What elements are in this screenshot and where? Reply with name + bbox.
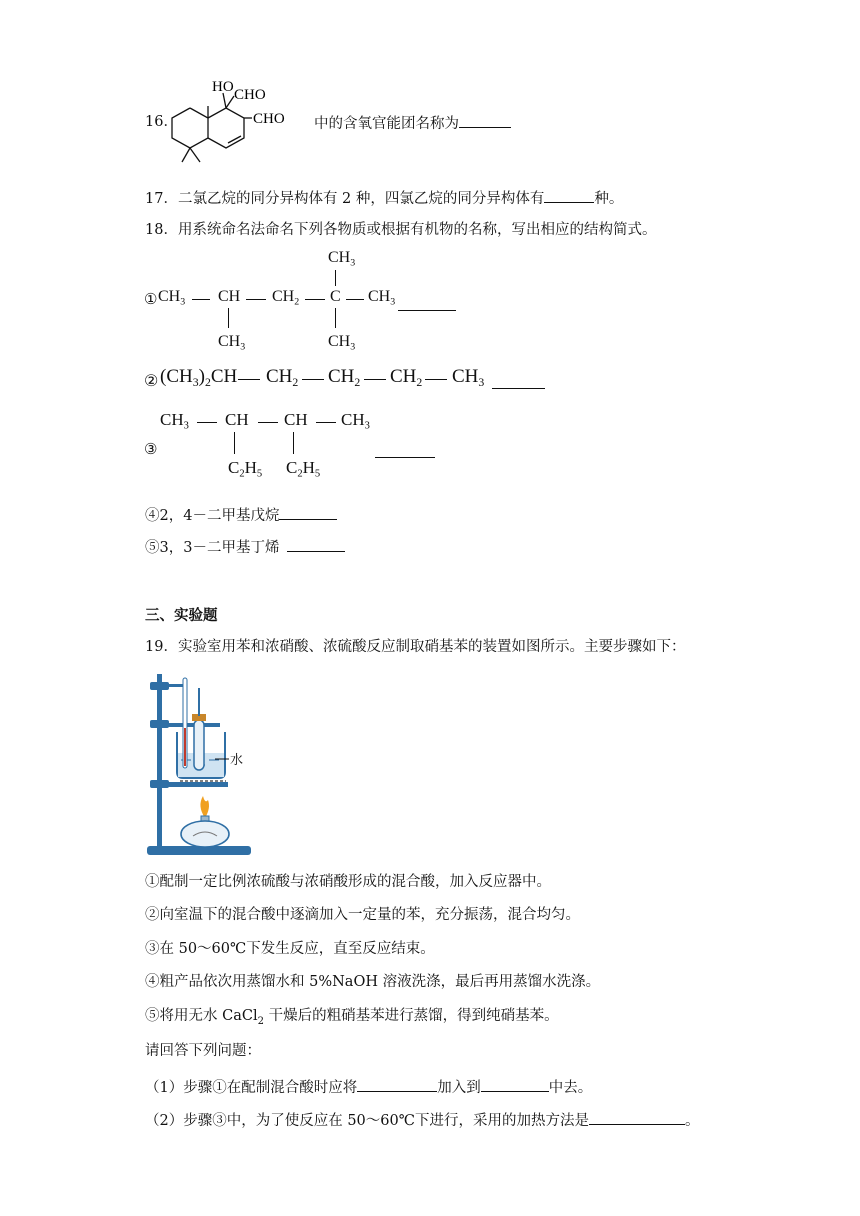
q18-item1-ch: CH (218, 288, 241, 305)
q19-intro: 19．实验室用苯和浓硝酸、浓硫酸反应制取硝基苯的装置如图所示。主要步骤如下： (145, 639, 686, 655)
q18-item3-c2h5-a: $C_2H_5$ (228, 458, 263, 480)
q19-sub1-a: （1）步骤①在配制混合酸时应将 (145, 1080, 358, 1096)
q16-text: 中的含氧官能团名称为 (314, 116, 459, 132)
q16-number: 16． (145, 114, 178, 130)
q16-molecule-diagram (160, 74, 310, 172)
q18-item1-bond-v3 (335, 308, 336, 328)
q19-sub1-b: 加入到 (437, 1080, 481, 1096)
q18-item3-ch-b: CH (284, 410, 308, 429)
q17-text-a: 17．二氯乙烷的同分异构体有 2 种，四氯乙烷的同分异构体有 (145, 191, 545, 207)
q18-item3-answer-blank[interactable] (375, 442, 435, 458)
q18-item2-ch2-c: $CH_2$ (390, 366, 423, 390)
q18-item1-answer-blank[interactable] (398, 295, 456, 311)
q19-sub1 (145, 1076, 592, 1098)
q18-item3-ch-a: CH (225, 410, 249, 429)
q19-step1: ①配制一定比例浓硫酸与浓硝酸形成的混合酸，加入反应器中。 (145, 874, 551, 890)
q18-item1-ch3-c: $CH_3$ (328, 249, 356, 269)
q16-cho-label-1: CHO (234, 87, 266, 103)
q19-sub2-blank[interactable] (589, 1109, 685, 1125)
q18-item3-ch3-a: $CH_3$ (160, 410, 189, 432)
q19-step5-a: ⑤将用无水 CaCl (145, 1008, 258, 1024)
q18-item1-ch3-a: $CH_3$ (158, 288, 186, 308)
q19-apparatus-diagram (145, 668, 255, 860)
q18-item2-ch2-b: $CH_2$ (328, 366, 361, 390)
q18-item1-bond-v1 (228, 308, 229, 328)
q19-step5-b: 干燥后的粗硝基苯进行蒸馏，得到纯硝基苯。 (263, 1008, 559, 1024)
q16-cho-label-2: CHO (253, 111, 285, 127)
q19-step2: ②向室温下的混合酸中逐滴加入一定量的苯，充分振荡，混合均匀。 (145, 907, 580, 923)
q19-sub2 (145, 1109, 699, 1131)
q18-item1-bond-1 (192, 299, 210, 300)
q19-step5 (145, 1006, 559, 1032)
q18-item1-bond-4 (346, 299, 364, 300)
q19-sub1-blank-1[interactable] (357, 1076, 437, 1092)
q18-item1-mark: ① (144, 292, 158, 308)
q18-item1-ch3-e: $CH_3$ (368, 288, 396, 308)
q18-item5-answer-blank[interactable] (287, 536, 345, 552)
q18-item1-bond-2 (246, 299, 266, 300)
q18-item2-bond-3 (364, 379, 386, 380)
q18-item1-c: C (330, 288, 341, 305)
q17-line (145, 187, 623, 209)
q18-item5-line (145, 536, 345, 558)
q18-item4-line (145, 504, 337, 526)
q17-answer-blank[interactable] (544, 187, 594, 203)
q19-step5-subscript: 2 (257, 1015, 264, 1027)
q17-text-b: 种。 (594, 191, 624, 207)
q18-item2-formula: $(CH_3)_2CH$ (160, 366, 238, 390)
q18-item5-text: ⑤3，3－二甲基丁烯 (145, 540, 280, 556)
q18-item4-answer-blank[interactable] (279, 504, 337, 520)
q18-item2-ch3: $CH_3$ (452, 366, 485, 390)
q19-sub2-a: （2）步骤③中，为了使反应在 50～60℃下进行，采用的加热方法是 (145, 1113, 589, 1129)
section3-title: 三、实验题 (145, 607, 218, 624)
q19-figure-water-label: 水 (230, 752, 244, 767)
q18-item3-ch3-b: $CH_3$ (341, 410, 370, 432)
q18-item1-ch2: $CH_2$ (272, 288, 300, 308)
q18-item2-bond-2 (302, 379, 324, 380)
q18-item1-ch3-d: $CH_3$ (328, 333, 356, 353)
q18-item2-mark: ② (144, 373, 159, 390)
q19-prompt: 请回答下列问题： (145, 1043, 261, 1059)
q18-item2-bond-4 (425, 379, 447, 380)
q18-item2-ch2-a: $CH_2$ (266, 366, 299, 390)
q18-item4-text: ④2，4－二甲基戊烷 (145, 508, 280, 524)
q18-item2-bond-1 (238, 379, 260, 380)
q19-sub1-c: 中去。 (548, 1080, 593, 1096)
q18-item1-ch3-b: $CH_3$ (218, 333, 246, 353)
q16-text-line (314, 112, 511, 134)
q18-item3-bond-v1 (234, 432, 235, 454)
q16-answer-blank[interactable] (459, 112, 511, 128)
q18-intro: 18．用系统命名法命名下列各物质或根据有机物的名称，写出相应的结构简式。 (145, 222, 657, 238)
q16-ho-label: HO (212, 79, 234, 95)
q18-item3-c2h5-b: $C_2H_5$ (286, 458, 321, 480)
q18-item3-bond-v2 (293, 432, 294, 454)
q18-item3-mark: ③ (144, 442, 158, 458)
q18-item3-bond-1 (197, 422, 217, 423)
q18-item3-bond-2 (258, 422, 278, 423)
q19-sub1-blank-2[interactable] (481, 1076, 549, 1092)
q19-step4: ④粗产品依次用蒸馏水和 5%NaOH 溶液洗涤，最后再用蒸馏水洗涤。 (145, 974, 601, 990)
q19-step3: ③在 50～60℃下发生反应，直至反应结束。 (145, 941, 435, 957)
q19-sub2-b: 。 (684, 1113, 700, 1129)
q18-item1-bond-3 (305, 299, 325, 300)
q18-item1-bond-v2 (335, 270, 336, 286)
q18-item3-bond-3 (316, 422, 336, 423)
q18-item2-answer-blank[interactable] (492, 373, 545, 389)
